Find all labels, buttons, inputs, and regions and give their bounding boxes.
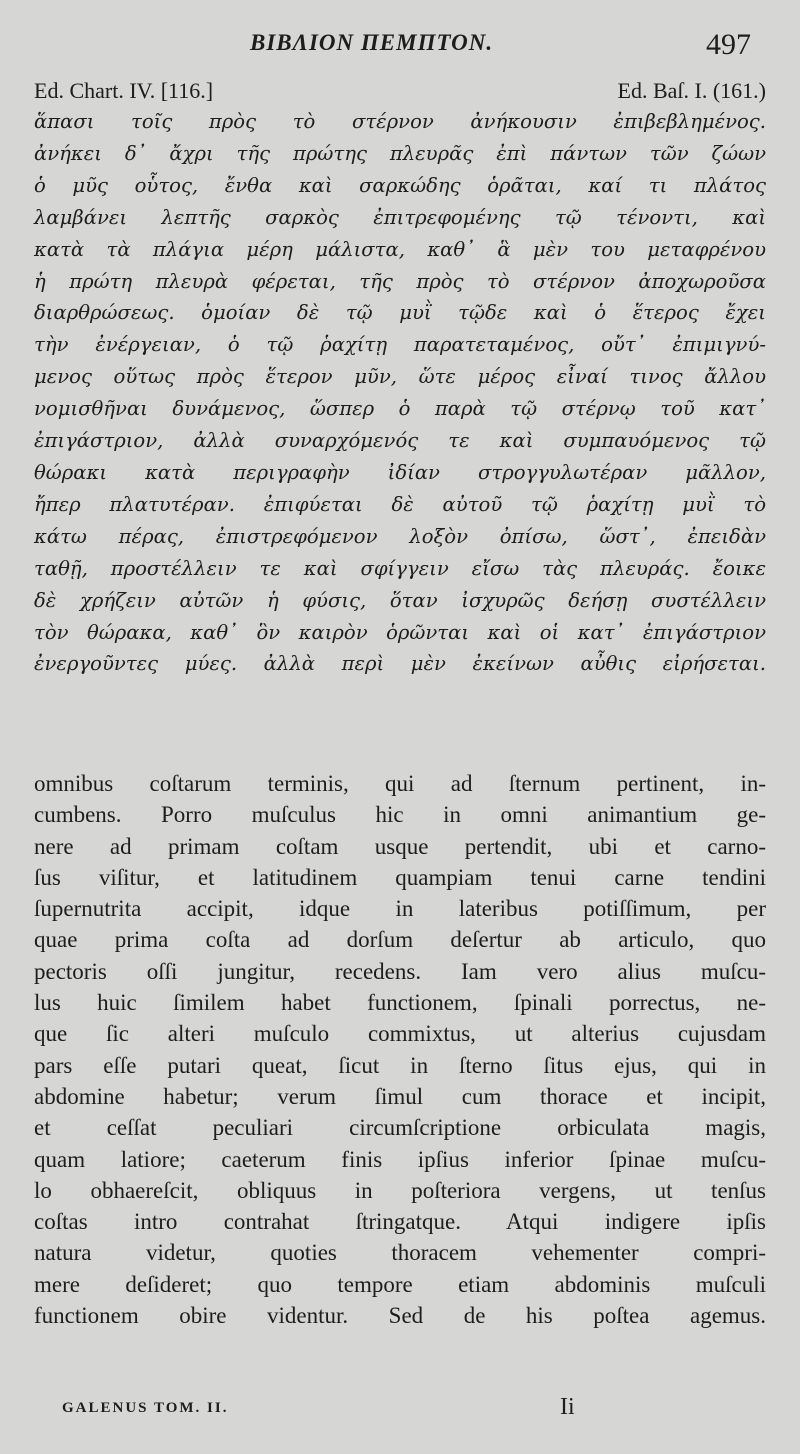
latin-text-line: que ſic alteri muſculo commixtus, ut alterius cujusdam bbox=[34, 1021, 766, 1047]
greek-text-line: νομισθῆναι δυνάμενος, ὥσπερ ὁ παρὰ τῷ στέρνῳ τοῦ κατ᾽ bbox=[34, 397, 766, 421]
latin-text-line: lo obhaereſcit, obliquus in poſteriora vergens, ut tenſus bbox=[34, 1177, 766, 1203]
greek-text-line: ὁ μῦς οὗτος, ἔνθα καὶ σαρκώδης ὁρᾶται, καί τι πλάτος bbox=[34, 173, 766, 197]
latin-text-line: omnibus coſtarum terminis, qui ad ſternum pertinent, in- bbox=[34, 771, 766, 796]
edition-line bbox=[34, 78, 766, 108]
greek-text-line: ταθῇ, προστέλλειν τε καὶ σφίγγειν εἴσω τὰς πλευράς. ἔοικε bbox=[34, 556, 766, 580]
latin-text-line: nere ad primam coſtam usque pertendit, ubi et carno- bbox=[34, 833, 766, 859]
greek-text-line: ἅπασι τοῖς πρὸς τὸ στέρνον ἀνήκουσιν ἐπιβεβλημένος. bbox=[34, 110, 766, 133]
latin-text-line: pectoris oſſi jungitur, recedens. Iam vero alius muſcu- bbox=[34, 958, 766, 984]
latin-text-line: natura videtur, quoties thoracem vehementer compri- bbox=[34, 1240, 766, 1266]
printer-signature: GALENUS TOM. II. bbox=[62, 1400, 229, 1416]
greek-text-line: ἐνεργοῦντες μύες. ἀλλὰ περὶ μὲν ἐκείνων αὖθις εἰρήσεται. bbox=[34, 652, 766, 676]
page-footer bbox=[62, 1396, 766, 1426]
greek-text-line: τὴν ἐνέργειαν, ὁ τῷ ῥαχίτῃ παρατεταμένος, οὔτ᾽ ἐπιμιγνύ- bbox=[34, 333, 766, 357]
gathering-mark: Ii bbox=[560, 1394, 575, 1420]
latin-text-line: ſupernutrita accipit, idque in lateribus potiſſimum, per bbox=[34, 896, 766, 922]
latin-text-line: coſtas intro contrahat ſtringatque. Atqui indigere ipſis bbox=[34, 1209, 766, 1235]
latin-text-line: ſus viſitur, et latitudinem quampiam tenui carne tendini bbox=[34, 864, 766, 890]
greek-text-line: ἤπερ πλατυτέραν. ἐπιφύεται δὲ αὐτοῦ τῷ ῥαχίτῃ μυῒ τὸ bbox=[34, 492, 766, 516]
running-head bbox=[0, 26, 800, 66]
greek-text-line: ἡ πρώτη πλευρὰ φέρεται, τῆς πρὸς τὸ στέρνον ἀποχωροῦσα bbox=[34, 269, 766, 293]
page-number: 497 bbox=[706, 28, 751, 61]
latin-text-line: cumbens. Porro muſculus hic in omni animantium ge- bbox=[34, 802, 766, 828]
greek-text-line: θώρακι κατὰ περιγραφὴν ἰδίαν στρογγυλωτέραν μᾶλλον, bbox=[34, 460, 766, 484]
greek-text-line: μενος οὕτως πρὸς ἕτερον μῦν, ὥτε μέρος εἶναί τινος ἄλλου bbox=[34, 365, 766, 389]
latin-text-line: functionem obire videntur. Sed de his poſtea agemus. bbox=[34, 1303, 766, 1329]
running-title: BIBΛΙΟΝ ΠΕΜΠΤΟΝ. bbox=[250, 30, 494, 55]
latin-text-block bbox=[34, 768, 766, 1331]
latin-text-line: pars eſſe putari queat, ſicut in ſterno ſitus ejus, qui in bbox=[34, 1052, 766, 1078]
latin-text-line: lus huic ſimilem habet functionem, ſpinali porrectus, ne- bbox=[34, 990, 766, 1016]
greek-text-line: λαμβάνει λεπτῆς σαρκὸς ἐπιτρεφομένης τῷ τένοντι, καὶ bbox=[34, 205, 766, 229]
greek-text-line: δὲ χρήζειν αὐτῶν ἡ φύσις, ὅταν ἰσχυρῶς δεήσῃ συστέλλειν bbox=[34, 588, 766, 612]
greek-text-block bbox=[34, 106, 766, 680]
edition-basel-reference: Ed. Baſ. I. (161.) bbox=[617, 78, 766, 103]
edition-chart-reference: Ed. Chart. IV. [116.] bbox=[34, 78, 214, 103]
latin-text-line: mere deſideret; quo tempore etiam abdominis muſculi bbox=[34, 1271, 766, 1297]
latin-text-line: et ceſſat peculiari circumſcriptione orbiculata magis, bbox=[34, 1115, 766, 1141]
greek-text-line: ἀνήκει δ᾽ ἄχρι τῆς πρώτης πλευρᾶς ἐπὶ πάντων τῶν ζώων bbox=[34, 141, 766, 165]
greek-text-line: διαρθρώσεως. ὁμοίαν δὲ τῷ μυῒ τῷδε καὶ ὁ ἕτερος ἔχει bbox=[34, 301, 766, 325]
latin-text-line: quae prima coſta ad dorſum deſertur ab articulo, quo bbox=[34, 927, 766, 953]
greek-text-line: ἐπιγάστριον, ἀλλὰ συναρχόμενός τε καὶ συμπαυόμενος τῷ bbox=[34, 429, 766, 453]
latin-text-line: abdomine habetur; verum ſimul cum thorace et incipit, bbox=[34, 1083, 766, 1109]
greek-text-line: κάτω πέρας, ἐπιστρεφόμενον λοξὸν ὀπίσω, ὥστ᾽, ἐπειδὰν bbox=[34, 524, 766, 548]
greek-text-line: κατὰ τὰ πλάγια μέρη μάλιστα, καθ᾽ ἃ μὲν του μεταφρένου bbox=[34, 237, 766, 261]
latin-text-line: quam latiore; caeterum finis ipſius inferior ſpinae muſcu- bbox=[34, 1146, 766, 1172]
greek-text-line: τὸν θώρακα, καθ᾽ ὃν καιρὸν ὁρῶνται καὶ οἱ κατ᾽ ἐπιγάστριον bbox=[34, 620, 766, 644]
